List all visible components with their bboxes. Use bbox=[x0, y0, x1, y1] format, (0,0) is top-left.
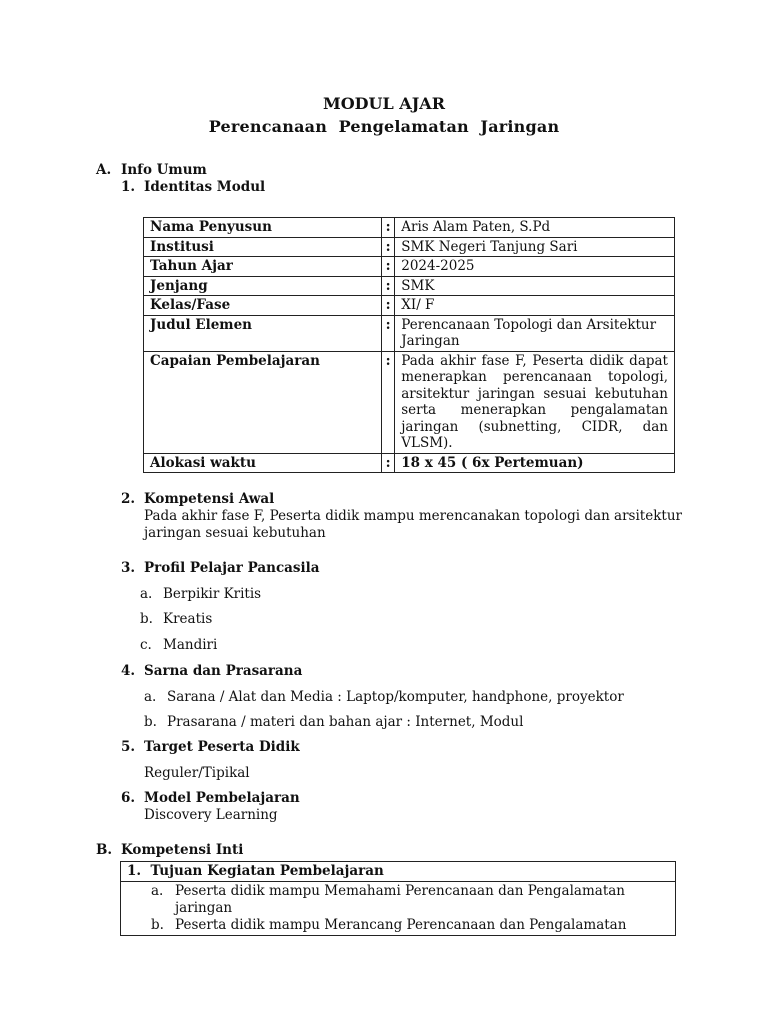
row-value: XI/ F bbox=[395, 296, 675, 316]
row-value: SMK bbox=[395, 276, 675, 296]
sarana-title: Sarna dan Prasarana bbox=[144, 663, 303, 679]
target-text: Reguler/Tipikal bbox=[144, 765, 250, 781]
row-value: SMK Negeri Tanjung Sari bbox=[395, 237, 675, 257]
identitas-num: 1. bbox=[121, 179, 136, 195]
model-title: Model Pembelajaran bbox=[144, 790, 300, 806]
list-marker: a. bbox=[140, 586, 153, 602]
kompetensi-awal-num: 2. bbox=[121, 491, 136, 507]
row-value: Aris Alam Paten, S.Pd bbox=[395, 218, 675, 238]
table-row bbox=[144, 218, 675, 238]
row-label: Capaian Pembelajaran bbox=[144, 351, 382, 453]
list-item: Sarana / Alat dan Media : Laptop/komputer, handphone, proyektor bbox=[167, 689, 624, 705]
row-label: Kelas/Fase bbox=[144, 296, 382, 316]
kompetensi-awal-title: Kompetensi Awal bbox=[144, 491, 275, 507]
section-b-title: Kompetensi Inti bbox=[121, 842, 244, 858]
list-item: Prasarana / materi dan bahan ajar : Internet, Modul bbox=[167, 714, 524, 730]
row-label: Tahun Ajar bbox=[144, 257, 382, 277]
kompetensi-awal-text-1: Pada akhir fase F, Peserta didik mampu merencanakan topologi dan arsitektur bbox=[144, 508, 682, 524]
row-separator: : bbox=[382, 453, 395, 473]
row-separator: : bbox=[382, 296, 395, 316]
row-separator: : bbox=[382, 351, 395, 453]
list-item: Kreatis bbox=[163, 611, 213, 627]
kompetensi-awal-text-2: jaringan sesuai kebutuhan bbox=[144, 525, 326, 541]
table-row bbox=[144, 315, 675, 351]
list-marker: b. bbox=[140, 611, 153, 627]
row-separator: : bbox=[382, 257, 395, 277]
section-b-label: B. bbox=[96, 842, 113, 858]
table-row bbox=[144, 257, 675, 277]
row-value: Pada akhir fase F, Peserta didik dapat menerapkan perencanaan topologi, arsitektur jaringan sesuai kebutuhan serta menerapkan pengalamatan jaringan (subnetting, CIDR, dan VLSM). bbox=[395, 351, 675, 453]
row-value: 2024-2025 bbox=[395, 257, 675, 277]
list-marker: b. bbox=[151, 917, 164, 933]
row-separator: : bbox=[382, 315, 395, 351]
row-label: Alokasi waktu bbox=[144, 453, 382, 473]
table-row bbox=[144, 276, 675, 296]
list-item-line: Peserta didik mampu Merancang Perencanaan dan Pengalamatan bbox=[175, 917, 627, 933]
target-num: 5. bbox=[121, 739, 136, 755]
list-marker: a. bbox=[151, 883, 164, 899]
row-separator: : bbox=[382, 276, 395, 296]
list-marker: a. bbox=[144, 689, 157, 705]
table-row bbox=[144, 237, 675, 257]
tujuan-items-cell bbox=[121, 882, 676, 936]
list-item-text bbox=[175, 883, 625, 917]
tujuan-table bbox=[120, 861, 676, 936]
list-marker: c. bbox=[140, 637, 152, 653]
list-marker: b. bbox=[144, 714, 157, 730]
row-value: Perencanaan Topologi dan Arsitektur Jaringan bbox=[395, 315, 675, 351]
profil-num: 3. bbox=[121, 560, 136, 576]
row-label: Jenjang bbox=[144, 276, 382, 296]
module-title: MODUL AJAR bbox=[323, 94, 445, 113]
row-label: Judul Elemen bbox=[144, 315, 382, 351]
model-text: Discovery Learning bbox=[144, 807, 278, 823]
model-num: 6. bbox=[121, 790, 136, 806]
table-row bbox=[121, 862, 676, 882]
sarana-num: 4. bbox=[121, 663, 136, 679]
table-row bbox=[121, 882, 676, 936]
row-separator: : bbox=[382, 237, 395, 257]
identity-table bbox=[143, 217, 675, 473]
target-title: Target Peserta Didik bbox=[144, 739, 300, 755]
table-row bbox=[144, 296, 675, 316]
profil-title: Profil Pelajar Pancasila bbox=[144, 560, 320, 576]
list-item bbox=[127, 917, 669, 934]
module-subtitle: Perencanaan Pengelamatan Jaringan bbox=[208, 117, 560, 136]
identitas-title: Identitas Modul bbox=[144, 179, 266, 195]
tujuan-header: 1. Tujuan Kegiatan Pembelajaran bbox=[121, 862, 676, 882]
row-label: Institusi bbox=[144, 237, 382, 257]
list-item bbox=[127, 883, 669, 917]
table-row bbox=[144, 453, 675, 473]
section-a-label: A. bbox=[96, 162, 112, 178]
table-row bbox=[144, 351, 675, 453]
list-item: Berpikir Kritis bbox=[163, 586, 262, 602]
row-separator: : bbox=[382, 218, 395, 238]
list-item: Mandiri bbox=[163, 637, 218, 653]
row-label: Nama Penyusun bbox=[144, 218, 382, 238]
list-item-line: jaringan bbox=[175, 900, 233, 916]
section-a-title: Info Umum bbox=[121, 162, 207, 178]
list-item-line: Peserta didik mampu Memahami Perencanaan dan Pengalamatan bbox=[175, 883, 625, 899]
row-value: 18 x 45 ( 6x Pertemuan) bbox=[395, 453, 675, 473]
